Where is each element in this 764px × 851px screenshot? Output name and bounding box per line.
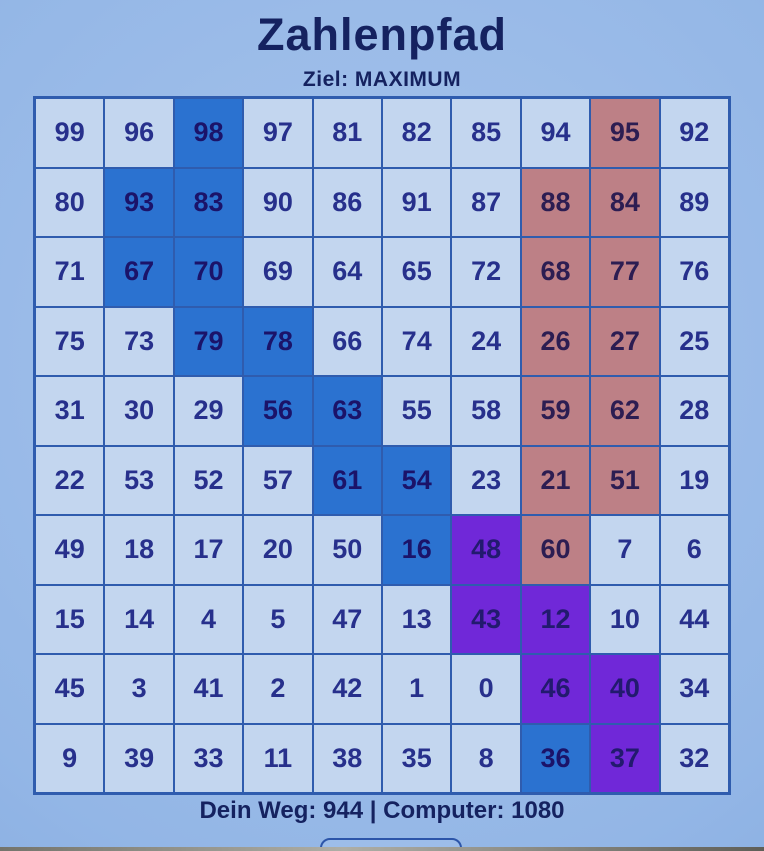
grid-cell-29[interactable]: 29 <box>174 376 243 446</box>
grid-cell-61[interactable]: 61 <box>313 446 382 516</box>
grid-cell-6[interactable]: 6 <box>660 515 729 585</box>
grid-cell-36[interactable]: 36 <box>521 724 590 794</box>
grid-cell-19[interactable]: 19 <box>660 446 729 516</box>
grid-cell-90[interactable]: 90 <box>243 168 312 238</box>
grid-cell-38[interactable]: 38 <box>313 724 382 794</box>
grid-cell-83[interactable]: 83 <box>174 168 243 238</box>
grid-cell-32[interactable]: 32 <box>660 724 729 794</box>
grid-cell-47[interactable]: 47 <box>313 585 382 655</box>
grid-cell-48[interactable]: 48 <box>451 515 520 585</box>
grid-cell-15[interactable]: 15 <box>35 585 104 655</box>
grid-cell-51[interactable]: 51 <box>590 446 659 516</box>
grid-cell-67[interactable]: 67 <box>104 237 173 307</box>
grid-cell-4[interactable]: 4 <box>174 585 243 655</box>
grid-cell-80[interactable]: 80 <box>35 168 104 238</box>
grid-cell-22[interactable]: 22 <box>35 446 104 516</box>
grid-cell-98[interactable]: 98 <box>174 98 243 168</box>
grid-cell-1[interactable]: 1 <box>382 654 451 724</box>
grid-cell-0[interactable]: 0 <box>451 654 520 724</box>
grid-cell-14[interactable]: 14 <box>104 585 173 655</box>
grid-cell-68[interactable]: 68 <box>521 237 590 307</box>
grid-cell-9[interactable]: 9 <box>35 724 104 794</box>
grid-cell-81[interactable]: 81 <box>313 98 382 168</box>
grid-cell-93[interactable]: 93 <box>104 168 173 238</box>
grid-cell-26[interactable]: 26 <box>521 307 590 377</box>
grid-cell-62[interactable]: 62 <box>590 376 659 446</box>
grid-cell-92[interactable]: 92 <box>660 98 729 168</box>
grid-cell-77[interactable]: 77 <box>590 237 659 307</box>
grid-cell-70[interactable]: 70 <box>174 237 243 307</box>
grid-cell-24[interactable]: 24 <box>451 307 520 377</box>
grid-cell-52[interactable]: 52 <box>174 446 243 516</box>
grid-cell-44[interactable]: 44 <box>660 585 729 655</box>
goal-subtitle: Ziel: MAXIMUM <box>302 68 462 91</box>
grid-cell-99[interactable]: 99 <box>35 98 104 168</box>
grid-cell-8[interactable]: 8 <box>451 724 520 794</box>
grid-cell-75[interactable]: 75 <box>35 307 104 377</box>
grid-cell-31[interactable]: 31 <box>35 376 104 446</box>
grid-cell-88[interactable]: 88 <box>521 168 590 238</box>
grid-cell-58[interactable]: 58 <box>451 376 520 446</box>
grid-cell-57[interactable]: 57 <box>243 446 312 516</box>
grid-cell-95[interactable]: 95 <box>590 98 659 168</box>
grid-cell-89[interactable]: 89 <box>660 168 729 238</box>
grid-cell-73[interactable]: 73 <box>104 307 173 377</box>
grid-cell-39[interactable]: 39 <box>104 724 173 794</box>
screen-edge <box>0 847 764 851</box>
grid-cell-71[interactable]: 71 <box>35 237 104 307</box>
grid-cell-84[interactable]: 84 <box>590 168 659 238</box>
grid-cell-5[interactable]: 5 <box>243 585 312 655</box>
grid-cell-66[interactable]: 66 <box>313 307 382 377</box>
grid-cell-54[interactable]: 54 <box>382 446 451 516</box>
grid-cell-87[interactable]: 87 <box>451 168 520 238</box>
grid-cell-40[interactable]: 40 <box>590 654 659 724</box>
grid-cell-46[interactable]: 46 <box>521 654 590 724</box>
grid-cell-49[interactable]: 49 <box>35 515 104 585</box>
grid-cell-82[interactable]: 82 <box>382 98 451 168</box>
grid-cell-12[interactable]: 12 <box>521 585 590 655</box>
grid-cell-17[interactable]: 17 <box>174 515 243 585</box>
page-title: Zahlenpfad <box>256 9 507 60</box>
grid-cell-59[interactable]: 59 <box>521 376 590 446</box>
grid-cell-23[interactable]: 23 <box>451 446 520 516</box>
grid-cell-18[interactable]: 18 <box>104 515 173 585</box>
grid-cell-20[interactable]: 20 <box>243 515 312 585</box>
grid-cell-37[interactable]: 37 <box>590 724 659 794</box>
grid-cell-45[interactable]: 45 <box>35 654 104 724</box>
grid-cell-21[interactable]: 21 <box>521 446 590 516</box>
grid-cell-72[interactable]: 72 <box>451 237 520 307</box>
grid-cell-79[interactable]: 79 <box>174 307 243 377</box>
grid-cell-63[interactable]: 63 <box>313 376 382 446</box>
score-text: Dein Weg: 944 | Computer: 1080 <box>199 797 565 824</box>
grid-cell-96[interactable]: 96 <box>104 98 173 168</box>
grid-cell-28[interactable]: 28 <box>660 376 729 446</box>
grid-cell-85[interactable]: 85 <box>451 98 520 168</box>
grid-cell-74[interactable]: 74 <box>382 307 451 377</box>
grid-cell-69[interactable]: 69 <box>243 237 312 307</box>
grid-cell-78[interactable]: 78 <box>243 307 312 377</box>
grid-cell-76[interactable]: 76 <box>660 237 729 307</box>
grid-cell-65[interactable]: 65 <box>382 237 451 307</box>
grid-cell-30[interactable]: 30 <box>104 376 173 446</box>
grid-cell-13[interactable]: 13 <box>382 585 451 655</box>
grid-cell-64[interactable]: 64 <box>313 237 382 307</box>
grid-cell-10[interactable]: 10 <box>590 585 659 655</box>
grid-cell-27[interactable]: 27 <box>590 307 659 377</box>
grid-cell-3[interactable]: 3 <box>104 654 173 724</box>
grid-cell-97[interactable]: 97 <box>243 98 312 168</box>
grid-cell-41[interactable]: 41 <box>174 654 243 724</box>
grid-cell-94[interactable]: 94 <box>521 98 590 168</box>
grid-cell-33[interactable]: 33 <box>174 724 243 794</box>
grid-cell-55[interactable]: 55 <box>382 376 451 446</box>
grid-cell-50[interactable]: 50 <box>313 515 382 585</box>
grid-cell-42[interactable]: 42 <box>313 654 382 724</box>
grid-cell-43[interactable]: 43 <box>451 585 520 655</box>
grid-cell-56[interactable]: 56 <box>243 376 312 446</box>
grid-cell-86[interactable]: 86 <box>313 168 382 238</box>
grid-cell-91[interactable]: 91 <box>382 168 451 238</box>
grid-cell-34[interactable]: 34 <box>660 654 729 724</box>
grid-cell-7[interactable]: 7 <box>590 515 659 585</box>
grid-cell-53[interactable]: 53 <box>104 446 173 516</box>
grid-cell-60[interactable]: 60 <box>521 515 590 585</box>
number-grid <box>33 96 731 795</box>
grid-cell-2[interactable]: 2 <box>243 654 312 724</box>
grid-cell-35[interactable]: 35 <box>382 724 451 794</box>
grid-cell-25[interactable]: 25 <box>660 307 729 377</box>
grid-cell-11[interactable]: 11 <box>243 724 312 794</box>
grid-cell-16[interactable]: 16 <box>382 515 451 585</box>
